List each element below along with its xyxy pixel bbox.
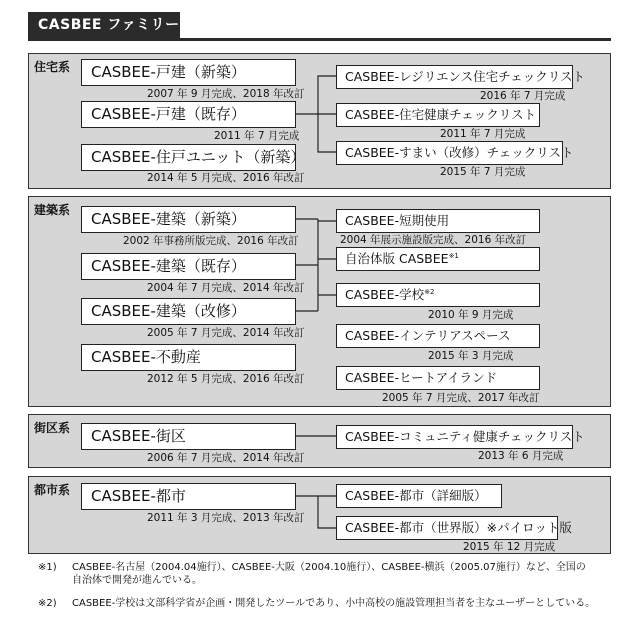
note-city-world: 2015 年 12 月完成: [463, 541, 556, 553]
group-label-building: 建築系: [34, 203, 71, 217]
box-local-government: [336, 247, 540, 271]
box-building-existing: CASBEE-建築（既存）: [81, 253, 296, 280]
box-sumai-checklist: CASBEE-すまい（改修）チェックリスト: [336, 141, 563, 165]
note-building-renovation: 2005 年 7 月完成、2014 年改訂: [147, 327, 305, 339]
box-city: CASBEE-都市: [81, 483, 296, 510]
note-building-existing: 2004 年 7 月完成、2014 年改訂: [147, 282, 305, 294]
box-heat-island: CASBEE-ヒートアイランド: [336, 366, 540, 390]
note-sumai-checklist: 2015 年 7 月完成: [440, 166, 526, 178]
note-heat-island: 2005 年 7 月完成、2017 年改訂: [382, 392, 540, 404]
note-school: 2010 年 9 月完成: [428, 309, 514, 321]
box-health-checklist: CASBEE-住宅健康チェックリスト: [336, 103, 540, 127]
box-resilience-checklist: CASBEE-レジリエンス住宅チェックリスト: [336, 65, 573, 89]
box-building-renovation: CASBEE-建築（改修）: [81, 298, 296, 325]
box-unit-new: CASBEE-住戸ユニット（新築）: [81, 144, 296, 171]
note-unit-new: 2014 年 5 月完成、2016 年改訂: [147, 172, 305, 184]
box-building-new: CASBEE-建築（新築）: [81, 206, 296, 233]
footnote-1: [38, 561, 586, 587]
school-label: CASBEE-学校: [345, 287, 425, 302]
note-temporary-use: 2004 年展示施設版完成、2016 年改訂: [340, 234, 527, 246]
note-building-new: 2002 年事務所版完成、2016 年改訂: [123, 235, 299, 247]
footnote-ref-1: ※1: [448, 251, 459, 260]
note-community-checklist: 2013 年 6 月完成: [478, 450, 564, 462]
note-health-checklist: 2011 年 7 月完成: [440, 128, 526, 140]
footnote-1-line1: CASBEE-名古屋（2004.04施行）、CASBEE-大阪（2004.10施行）、CASBEE-横浜（2005.07施行）など、全国の: [72, 562, 586, 573]
footnote-2-mark: ※2): [38, 598, 57, 609]
note-interior-space: 2015 年 3 月完成: [428, 350, 514, 362]
box-district: CASBEE-街区: [81, 423, 296, 450]
box-detached-existing: CASBEE-戸建（既存）: [81, 101, 296, 128]
group-label-district: 街区系: [34, 421, 71, 435]
note-city: 2011 年 3 月完成、2013 年改訂: [147, 512, 305, 524]
local-government-label: 自治体版 CASBEE: [345, 251, 449, 266]
box-real-estate: CASBEE-不動産: [81, 344, 296, 371]
group-label-residential: 住宅系: [34, 60, 71, 74]
box-detached-new: CASBEE-戸建（新築）: [81, 59, 296, 86]
box-community-checklist: CASBEE-コミュニティ健康チェックリスト: [336, 425, 573, 449]
box-temporary-use: CASBEE-短期使用: [336, 209, 540, 233]
note-real-estate: 2012 年 5 月完成、2016 年改訂: [147, 373, 305, 385]
page-title: CASBEE ファミリー: [28, 12, 180, 38]
box-school: [336, 283, 540, 307]
note-district: 2006 年 7 月完成、2014 年改訂: [147, 452, 305, 464]
group-label-city: 都市系: [34, 483, 71, 497]
box-interior-space: CASBEE-インテリアスペース: [336, 324, 540, 348]
footnote-2: [38, 597, 595, 610]
footnote-2-line1: CASBEE-学校は文部科学省が企画・開発したツールであり、小中高校の施設管理担当者を主なユーザーとしている。: [72, 598, 596, 609]
box-city-detailed: CASBEE-都市（詳細版）: [336, 484, 502, 508]
footnote-1-mark: ※1): [38, 562, 57, 573]
title-rule: [28, 38, 611, 41]
box-city-world: CASBEE-都市（世界版）※パイロット版: [336, 516, 558, 540]
footnote-ref-2: ※2: [424, 287, 435, 296]
note-resilience-checklist: 2016 年 7 月完成: [480, 90, 566, 102]
note-detached-existing: 2011 年 7 月完成: [214, 130, 300, 142]
footnote-1-line2: 自治体で開発が進んでいる。: [72, 575, 202, 586]
note-detached-new: 2007 年 9 月完成、2018 年改訂: [147, 88, 305, 100]
